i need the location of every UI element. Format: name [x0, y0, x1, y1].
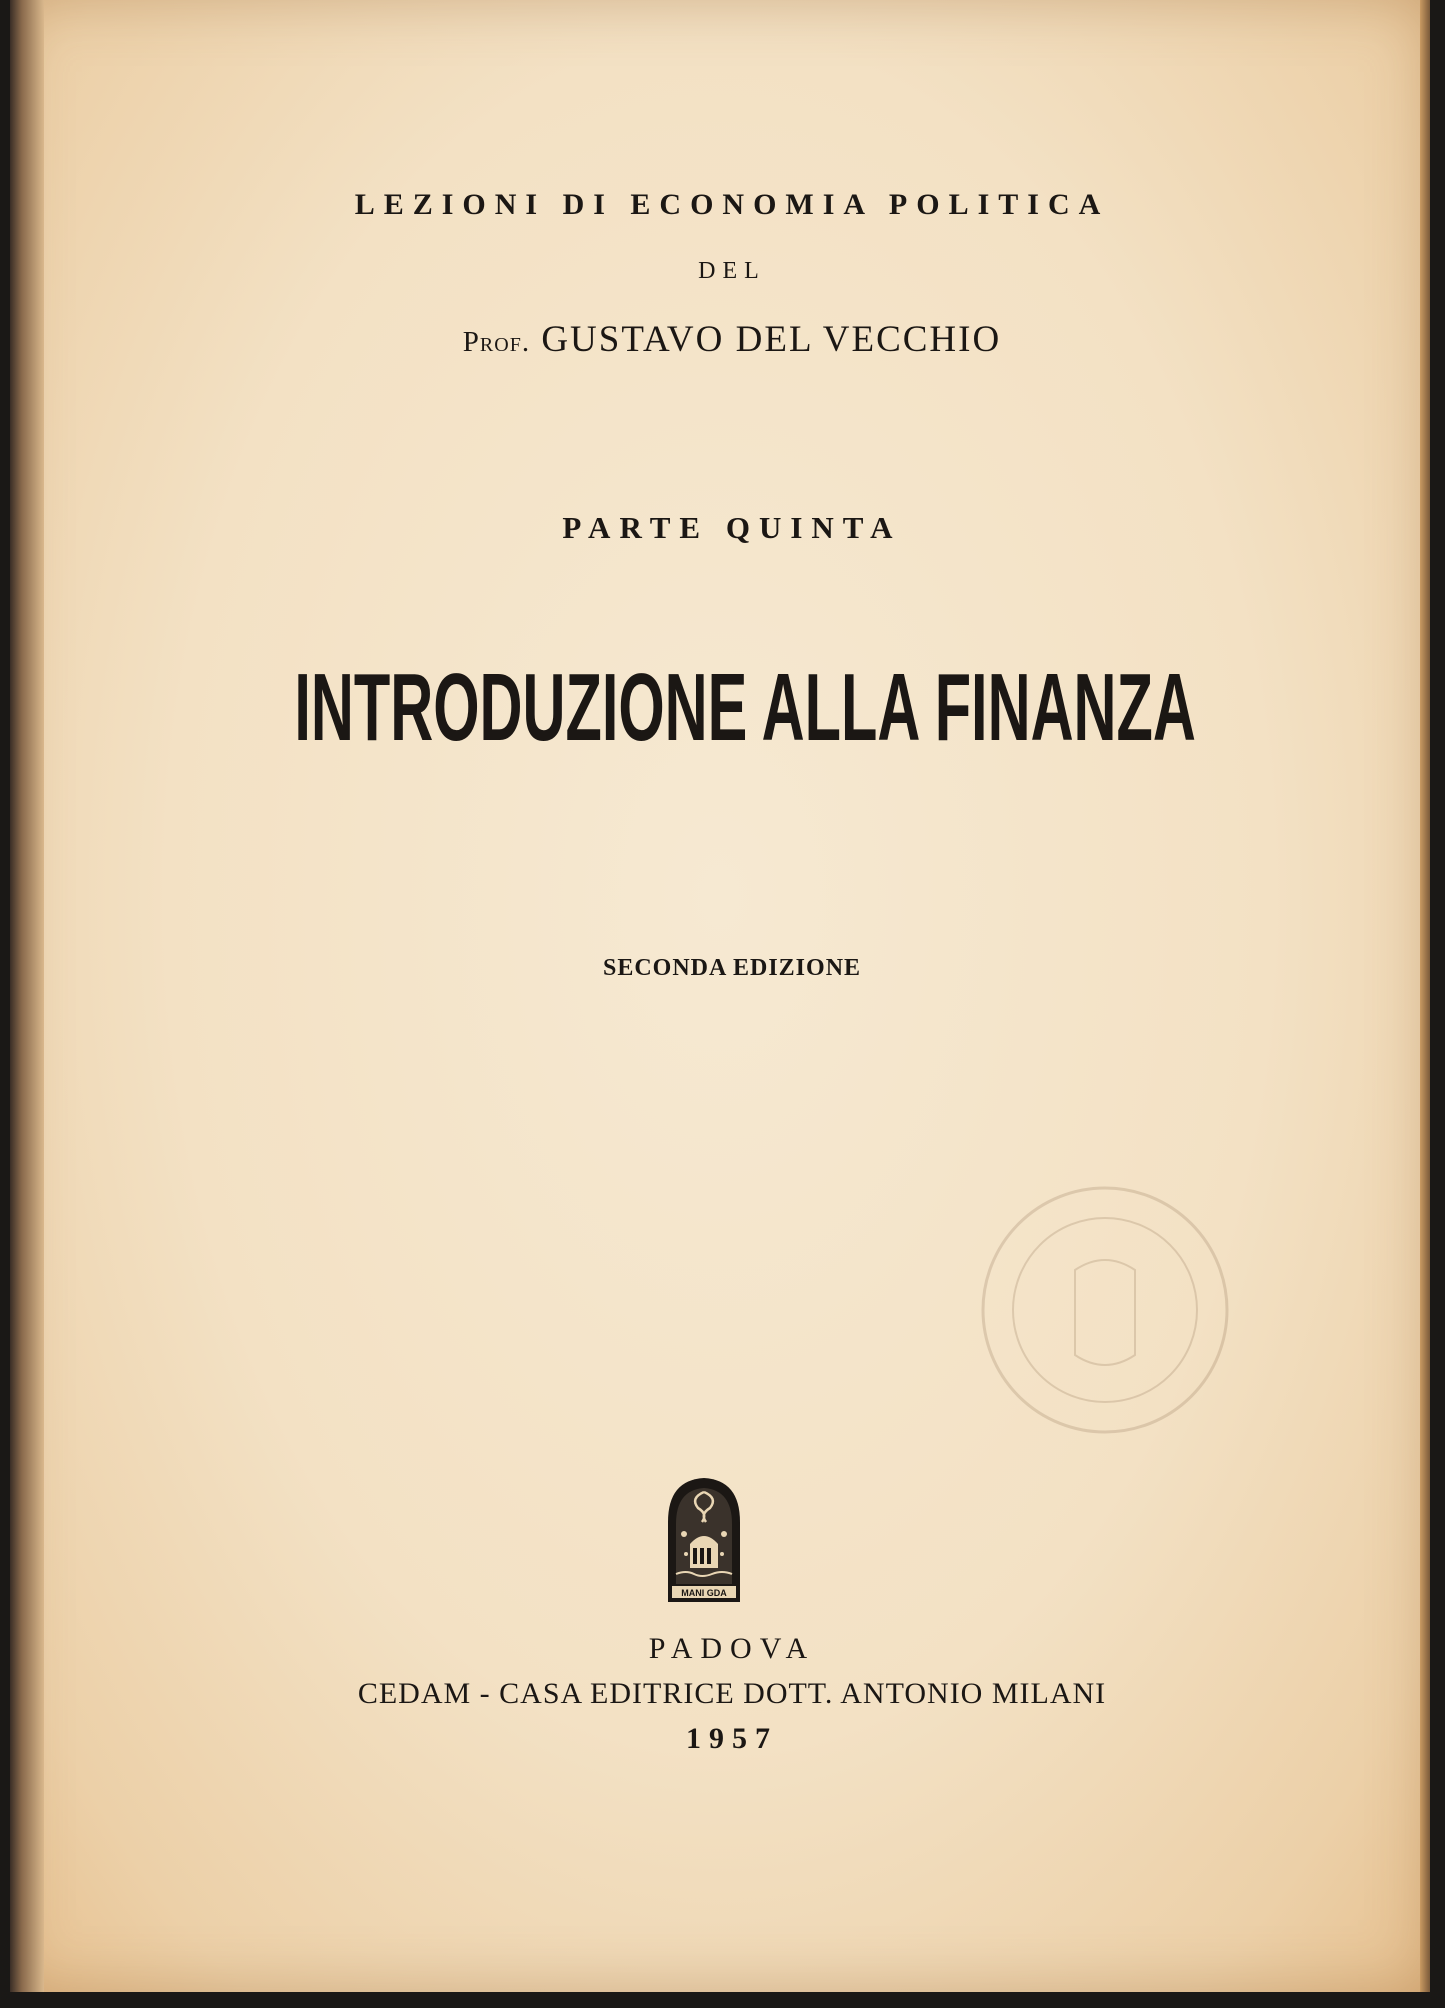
author-name: GUSTAVO DEL VECCHIO: [541, 319, 1002, 360]
publisher-name: CEDAM - CASA EDITRICE DOTT. ANTONIO MILANI: [357, 1677, 1107, 1710]
publication-year: 1957: [686, 1722, 778, 1755]
embossed-stamp: [975, 1175, 1235, 1445]
author-line: [22, 318, 1430, 361]
part-label: PARTE QUINTA: [562, 510, 902, 545]
author-prefix: Prof.: [462, 326, 531, 358]
edition-label: SECONDA EDIZIONE: [602, 955, 862, 981]
series-title: LEZIONI DI ECONOMIA POLITICA: [354, 188, 1110, 221]
author-preposition: DEL: [698, 258, 766, 284]
publisher-logo-icon: [662, 1474, 746, 1606]
publisher-logo-text: MANI GDA: [681, 1588, 727, 1598]
publication-city: PADOVA: [648, 1632, 816, 1665]
book-title: INTRODUZIONE ALLA FINANZA: [294, 654, 1196, 761]
title-page: [10, 0, 1430, 1992]
